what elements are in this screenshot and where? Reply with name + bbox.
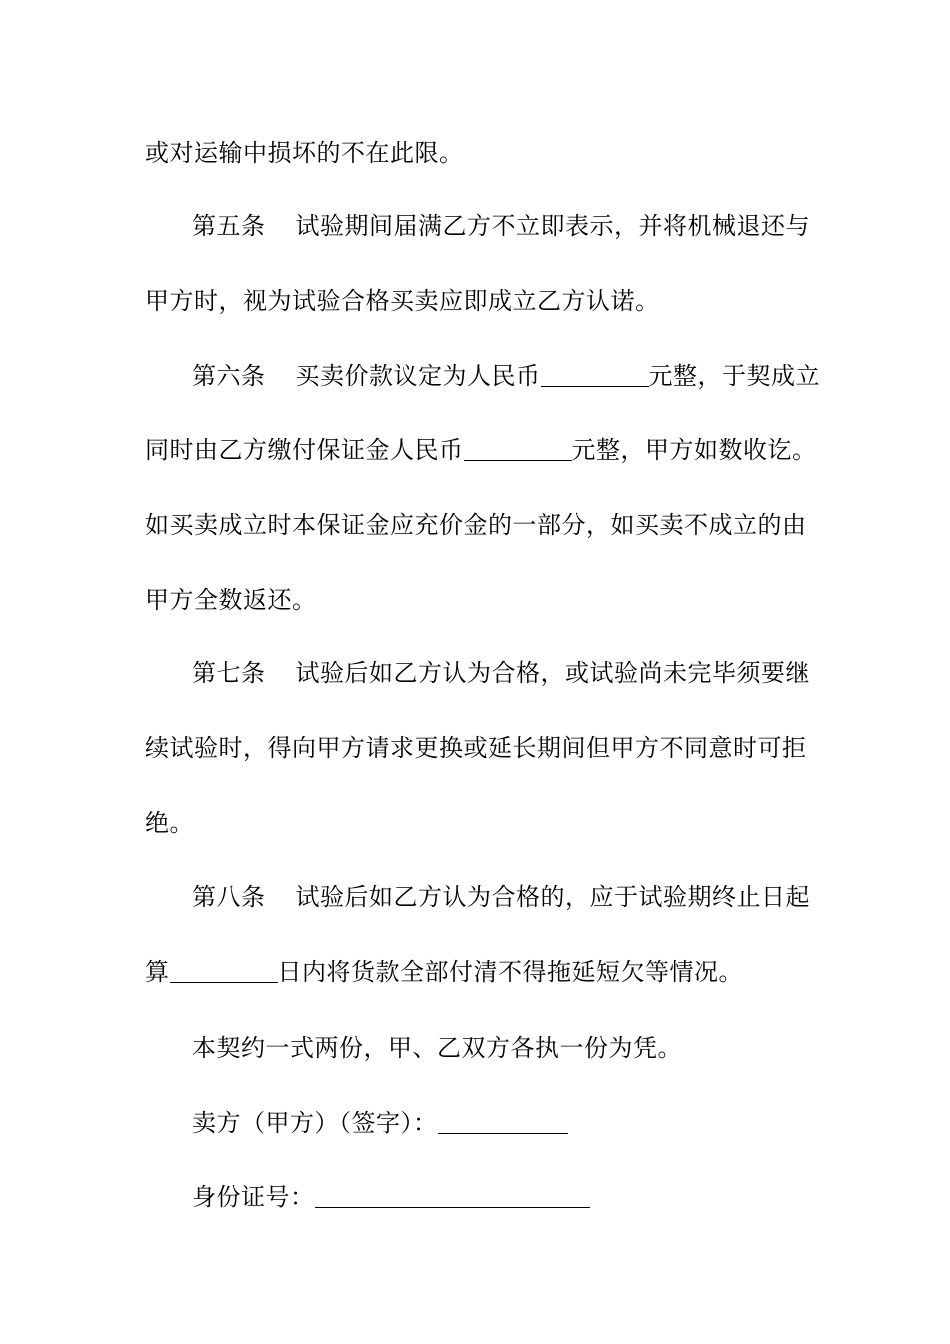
seller-signature-blank[interactable]: [438, 1107, 568, 1134]
article-8-heading: 第八条: [192, 883, 266, 911]
article-6-line-3: [145, 505, 825, 545]
article-5-heading: 第五条: [192, 212, 266, 240]
line-text: 元整，甲方如数收讫。: [571, 436, 817, 464]
line-text: 同时由乙方缴付保证金人民币: [145, 436, 464, 464]
line-text: 绝。: [145, 809, 194, 837]
paragraph-line: [145, 133, 825, 173]
id-number-line: [192, 1177, 872, 1217]
id-number-label: 身份证号：: [192, 1183, 315, 1211]
line-text: 算: [145, 958, 170, 986]
line-text: 或对运输中损坏的不在此限。: [145, 139, 464, 167]
line-text: 甲方时，视为试验合格买卖应即成立乙方认诺。: [145, 287, 660, 315]
line-text: 续试验时，得向甲方请求更换或延长期间但甲方不同意时可拒: [145, 734, 807, 762]
article-6-heading: 第六条: [192, 362, 266, 390]
price-blank[interactable]: [541, 360, 649, 387]
article-8-line-2: [145, 952, 825, 992]
article-5-line-2: [145, 281, 825, 321]
copies-clause: [192, 1028, 872, 1068]
line-text: 本契约一式两份，甲、乙双方各执一份为凭。: [192, 1034, 682, 1062]
seller-signature-label: 卖方（甲方）（签字）：: [192, 1109, 438, 1137]
article-7-line-1: [192, 653, 872, 693]
line-text: 买卖价款议定为人民币: [295, 362, 541, 390]
article-5-line-1: [192, 206, 872, 246]
deposit-blank[interactable]: [464, 434, 572, 461]
line-text: 甲方全数返还。: [145, 586, 317, 614]
seller-signature-line: [192, 1103, 872, 1143]
article-6-line-4: [145, 580, 825, 620]
article-7-line-3: [145, 803, 825, 843]
article-6-line-1: [192, 356, 872, 396]
line-text: 日内将货款全部付清不得拖延短欠等情况。: [277, 958, 743, 986]
article-8-line-1: [192, 877, 872, 917]
line-text: 元整，于契成立: [648, 362, 820, 390]
article-5-text: 试验期间届满乙方不立即表示，并将机械退还与: [295, 212, 810, 240]
id-number-blank[interactable]: [315, 1181, 590, 1208]
article-7-line-2: [145, 728, 825, 768]
article-8-text: 试验后如乙方认为合格的，应于试验期终止日起: [295, 883, 810, 911]
article-6-line-2: [145, 430, 825, 470]
line-text: 如买卖成立时本保证金应充价金的一部分，如买卖不成立的由: [145, 511, 807, 539]
article-7-heading: 第七条: [192, 659, 266, 687]
article-7-text: 试验后如乙方认为合格，或试验尚未完毕须要继: [295, 659, 810, 687]
days-blank[interactable]: [170, 956, 278, 983]
